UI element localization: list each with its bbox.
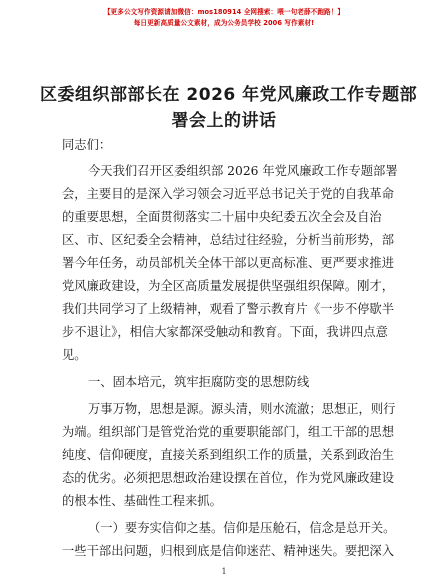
body-line: 纯度、信仰硬度，直接关系到组织工作的质量，关系到政治生 xyxy=(62,448,395,462)
body-line: 我们共同学习了上级精神，观看了警示教育片《一步不停歇半 xyxy=(62,302,395,316)
body-line: 一些干部出问题，归根到底是信仰迷茫、精神迷失。要把深入 xyxy=(62,544,395,558)
salutation: 同志们： xyxy=(62,138,112,152)
body-line: （一）要夯实信仰之基。信仰是压舱石，信念是总开关。 xyxy=(88,521,396,535)
body-line: 党风廉政建设，为全区高质量发展提供坚强组织保障。刚才， xyxy=(62,279,395,293)
page-number: 1 xyxy=(221,567,227,576)
body-line: 为端。组织部门是管党治党的重要职能部门，组工干部的思想 xyxy=(62,425,395,439)
document-title-line-2: 署会上的讲话 xyxy=(171,111,277,131)
body-line: 区、市、区纪委全会精神，总结过往经验，分析当前形势，部 xyxy=(62,233,395,247)
promo-banner-line-1: 【更多公文写作资源请加微信：mos180914 全网搜索：喂一句老薛不跑路！】 xyxy=(103,8,345,16)
body-line: 会，主要目的是深入学习领会习近平总书记关于党的自我革命 xyxy=(62,187,395,201)
body-line: 的根本性、基础性工程来抓。 xyxy=(62,494,222,508)
body-line: 今天我们召开区委组织部 2026 年党风廉政工作专题部署 xyxy=(88,164,398,178)
body-line: 万事万物，思想是源。源头清，则水流澈；思想正，则行 xyxy=(88,402,396,416)
body-line: 的重要思想，全面贯彻落实二十届中央纪委五次全会及自治 xyxy=(62,210,382,224)
body-line: 步不退让》，相信大家都深受触动和教育。下面，我讲四点意 xyxy=(62,325,388,339)
section-heading: 一、固本培元，筑牢拒腐防变的思想防线 xyxy=(88,375,310,389)
body-line: 见。 xyxy=(62,348,87,362)
document-title-line-1: 区委组织部部长在 2026 年党风廉政工作专题部 xyxy=(40,85,418,105)
body-line: 署今年任务，动员部机关全体干部以更高标准、更严要求推进 xyxy=(62,256,395,270)
promo-banner-line-2: 每日更新高质量公文素材，成为公务员学校 2006 写作素材! xyxy=(133,19,315,27)
body-line: 态的优劣。必须把思想政治建设摆在首位，作为党风廉政建设 xyxy=(62,471,395,485)
